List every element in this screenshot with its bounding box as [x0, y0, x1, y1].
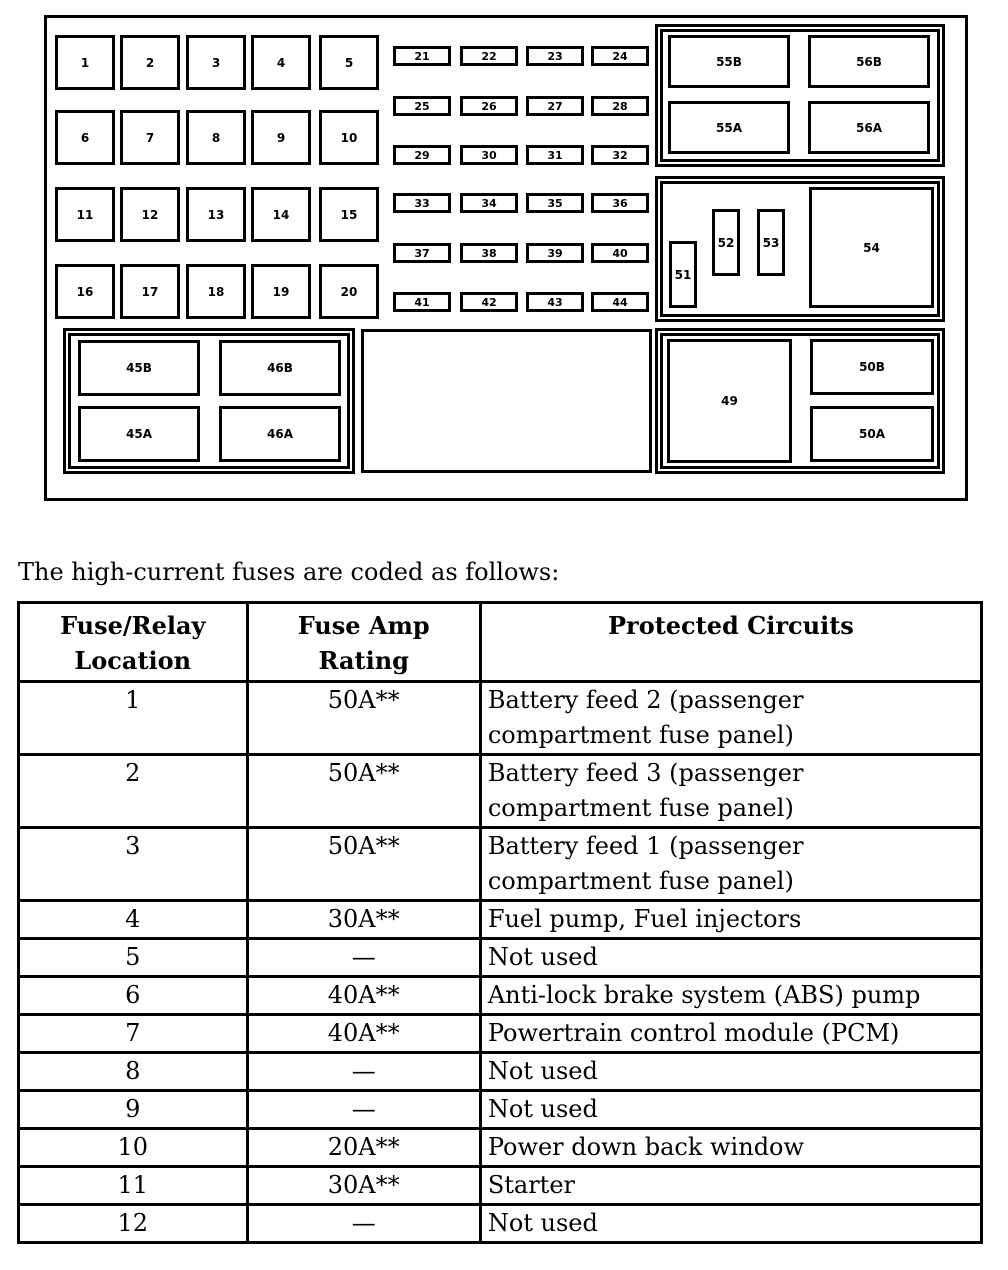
fuse-2: 2 — [120, 35, 180, 90]
fuse-38: 38 — [460, 243, 518, 263]
table-row — [19, 1015, 982, 1053]
fuse-12: 12 — [120, 187, 180, 242]
cell-rating: 40A** — [247, 1015, 480, 1053]
fuse-table — [17, 601, 983, 1244]
fuse-29: 29 — [393, 145, 451, 165]
header-location: Fuse/Relay Location — [19, 603, 248, 682]
fuse-52: 52 — [712, 209, 740, 276]
fuse-4: 4 — [251, 35, 311, 90]
fuse-50A: 50A — [810, 406, 934, 462]
fuse-1: 1 — [55, 35, 115, 90]
fuse-3: 3 — [186, 35, 246, 90]
fuse-23: 23 — [526, 46, 584, 66]
fuse-37: 37 — [393, 243, 451, 263]
fuse-22: 22 — [460, 46, 518, 66]
cell-circuit: Fuel pump, Fuel injectors — [480, 901, 981, 939]
fuse-46A: 46A — [219, 406, 341, 462]
table-row — [19, 755, 982, 828]
fuse-39: 39 — [526, 243, 584, 263]
fuse-34: 34 — [460, 193, 518, 213]
fuse-19: 19 — [251, 264, 311, 319]
fuse-55B: 55B — [668, 35, 790, 88]
fuse-27: 27 — [526, 96, 584, 116]
table-row — [19, 939, 982, 977]
cell-location: 5 — [19, 939, 248, 977]
fuse-5: 5 — [319, 35, 379, 90]
header-rating: Fuse Amp Rating — [247, 603, 480, 682]
cell-circuit: Powertrain control module (PCM) — [480, 1015, 981, 1053]
cell-location: 4 — [19, 901, 248, 939]
cell-rating: 50A** — [247, 828, 480, 901]
cell-circuit: Not used — [480, 939, 981, 977]
fuse-21: 21 — [393, 46, 451, 66]
cell-rating: 30A** — [247, 1167, 480, 1205]
table-row — [19, 1205, 982, 1243]
cell-circuit: Power down back window — [480, 1129, 981, 1167]
cell-circuit: Not used — [480, 1053, 981, 1091]
cell-rating: 40A** — [247, 977, 480, 1015]
fuse-56A: 56A — [808, 101, 930, 154]
table-row — [19, 1129, 982, 1167]
fuse-26: 26 — [460, 96, 518, 116]
fuse-20: 20 — [319, 264, 379, 319]
fuse-32: 32 — [591, 145, 649, 165]
fuse-8: 8 — [186, 110, 246, 165]
table-row — [19, 977, 982, 1015]
fuse-18: 18 — [186, 264, 246, 319]
fuse-49: 49 — [667, 339, 792, 463]
fuse-31: 31 — [526, 145, 584, 165]
cell-circuit: Battery feed 1 (passenger compartment fuse panel) — [480, 828, 981, 901]
fuse-box-diagram — [0, 0, 1008, 510]
cell-location: 11 — [19, 1167, 248, 1205]
fuse-42: 42 — [460, 292, 518, 312]
header-circuits: Protected Circuits — [480, 603, 981, 682]
fuse-33: 33 — [393, 193, 451, 213]
cell-location: 1 — [19, 682, 248, 755]
table-row — [19, 1053, 982, 1091]
cell-location: 9 — [19, 1091, 248, 1129]
fuse-15: 15 — [319, 187, 379, 242]
cell-rating: — — [247, 1205, 480, 1243]
fuse-36: 36 — [591, 193, 649, 213]
cell-circuit: Battery feed 2 (passenger compartment fuse panel) — [480, 682, 981, 755]
fuse-13: 13 — [186, 187, 246, 242]
cell-rating: — — [247, 1053, 480, 1091]
fuse-45B: 45B — [78, 340, 200, 396]
cell-circuit: Not used — [480, 1091, 981, 1129]
cell-rating: 50A** — [247, 755, 480, 828]
cell-location: 2 — [19, 755, 248, 828]
table-caption: The high-current fuses are coded as follows: — [18, 558, 560, 586]
cell-rating: 30A** — [247, 901, 480, 939]
fuse-54: 54 — [809, 187, 934, 308]
table-row — [19, 1091, 982, 1129]
fuse-30: 30 — [460, 145, 518, 165]
cell-location: 12 — [19, 1205, 248, 1243]
table-row — [19, 828, 982, 901]
fuse-28: 28 — [591, 96, 649, 116]
cell-location: 6 — [19, 977, 248, 1015]
fuse-17: 17 — [120, 264, 180, 319]
fuse-35: 35 — [526, 193, 584, 213]
table-row — [19, 901, 982, 939]
cell-circuit: Battery feed 3 (passenger compartment fuse panel) — [480, 755, 981, 828]
fuse-41: 41 — [393, 292, 451, 312]
fuse-44: 44 — [591, 292, 649, 312]
fuse-6: 6 — [55, 110, 115, 165]
fuse-50B: 50B — [810, 339, 934, 395]
cell-rating: — — [247, 1091, 480, 1129]
cell-location: 7 — [19, 1015, 248, 1053]
table-row — [19, 682, 982, 755]
fuse-45A: 45A — [78, 406, 200, 462]
fuse-56B: 56B — [808, 35, 930, 88]
cell-rating: 20A** — [247, 1129, 480, 1167]
fuse-7: 7 — [120, 110, 180, 165]
table-header-row — [19, 603, 982, 682]
fuse-46B: 46B — [219, 340, 341, 396]
fuse-53: 53 — [757, 209, 785, 276]
table-row — [19, 1167, 982, 1205]
fuse-43: 43 — [526, 292, 584, 312]
fuse-25: 25 — [393, 96, 451, 116]
cell-location: 8 — [19, 1053, 248, 1091]
fuse-51: 51 — [669, 241, 697, 308]
cell-location: 10 — [19, 1129, 248, 1167]
empty-block — [361, 329, 652, 473]
fuse-11: 11 — [55, 187, 115, 242]
cell-location: 3 — [19, 828, 248, 901]
cell-circuit: Anti-lock brake system (ABS) pump — [480, 977, 981, 1015]
fuse-16: 16 — [55, 264, 115, 319]
cell-circuit: Starter — [480, 1167, 981, 1205]
fuse-24: 24 — [591, 46, 649, 66]
fuse-10: 10 — [319, 110, 379, 165]
cell-rating: — — [247, 939, 480, 977]
fuse-14: 14 — [251, 187, 311, 242]
cell-rating: 50A** — [247, 682, 480, 755]
fuse-9: 9 — [251, 110, 311, 165]
fuse-40: 40 — [591, 243, 649, 263]
cell-circuit: Not used — [480, 1205, 981, 1243]
fuse-55A: 55A — [668, 101, 790, 154]
